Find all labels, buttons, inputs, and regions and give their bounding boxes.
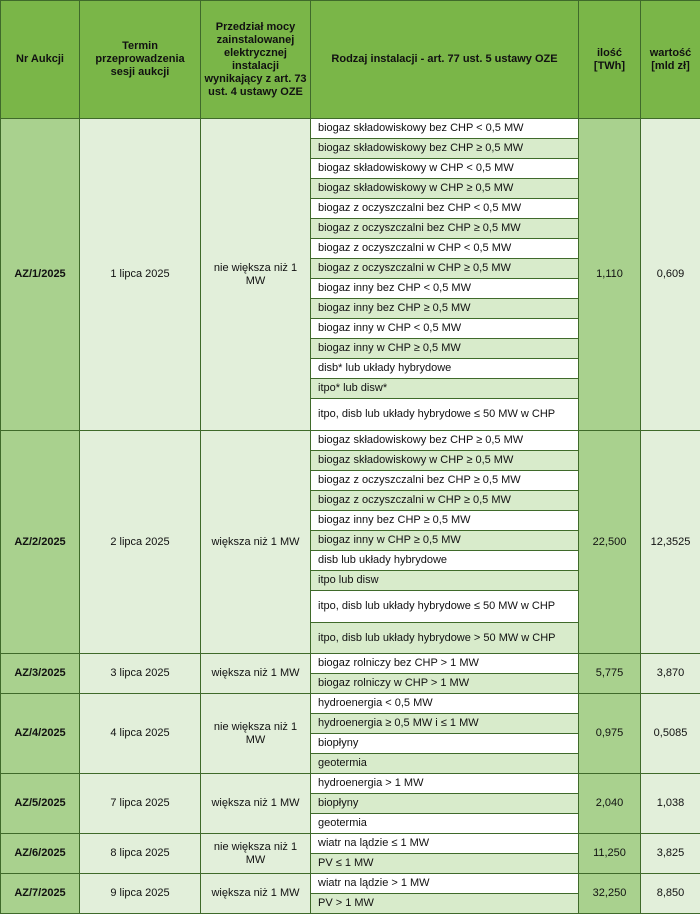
installation-type: hydroenergia > 1 MW (311, 774, 579, 794)
amount-value: 0,609 (641, 119, 700, 431)
amount-value: 0,5085 (641, 694, 700, 774)
installation-type: wiatr na lądzie > 1 MW (311, 874, 579, 894)
amount-value: 3,825 (641, 834, 700, 874)
auction-date: 4 lipca 2025 (80, 694, 201, 774)
amount-value: 1,038 (641, 774, 700, 834)
power-range: nie większa niż 1 MW (201, 694, 311, 774)
installation-type: hydroenergia ≥ 0,5 MW i ≤ 1 MW (311, 714, 579, 734)
table-row (1, 874, 700, 894)
installation-type: disb* lub układy hybrydowe (311, 359, 579, 379)
installation-type: itpo, disb lub układy hybrydowe > 50 MW w CHP (311, 623, 579, 654)
volume-value: 1,110 (579, 119, 641, 431)
header-termin: Termin przeprowadzenia sesji aukcji (80, 1, 201, 119)
installation-type: biogaz z oczyszczalni w CHP ≥ 0,5 MW (311, 259, 579, 279)
installation-type: PV ≤ 1 MW (311, 854, 579, 874)
header-rodzaj: Rodzaj instalacji - art. 77 ust. 5 ustawy OZE (311, 1, 579, 119)
installation-type: biogaz rolniczy bez CHP > 1 MW (311, 654, 579, 674)
auction-number: AZ/4/2025 (1, 694, 80, 774)
amount-value: 12,3525 (641, 431, 700, 654)
amount-value: 8,850 (641, 874, 700, 914)
volume-value: 2,040 (579, 774, 641, 834)
installation-type: itpo* lub disw* (311, 379, 579, 399)
volume-value: 22,500 (579, 431, 641, 654)
installation-type: biopłyny (311, 734, 579, 754)
table-row (1, 654, 700, 674)
table-row (1, 119, 700, 139)
installation-type: biogaz z oczyszczalni w CHP < 0,5 MW (311, 239, 579, 259)
table-row (1, 694, 700, 714)
header-row (1, 1, 700, 119)
installation-type: biogaz z oczyszczalni bez CHP < 0,5 MW (311, 199, 579, 219)
installation-type: biogaz składowiskowy w CHP ≥ 0,5 MW (311, 451, 579, 471)
installation-type: biogaz składowiskowy w CHP ≥ 0,5 MW (311, 179, 579, 199)
installation-type: biogaz z oczyszczalni bez CHP ≥ 0,5 MW (311, 219, 579, 239)
installation-type: itpo, disb lub układy hybrydowe ≤ 50 MW w CHP (311, 591, 579, 623)
volume-value: 32,250 (579, 874, 641, 914)
installation-type: disb lub układy hybrydowe (311, 551, 579, 571)
installation-type: biogaz składowiskowy w CHP < 0,5 MW (311, 159, 579, 179)
auction-number: AZ/2/2025 (1, 431, 80, 654)
power-range: nie większa niż 1 MW (201, 119, 311, 431)
installation-type: biogaz inny bez CHP ≥ 0,5 MW (311, 511, 579, 531)
installation-type: biogaz z oczyszczalni w CHP ≥ 0,5 MW (311, 491, 579, 511)
installation-type: hydroenergia < 0,5 MW (311, 694, 579, 714)
power-range: większa niż 1 MW (201, 431, 311, 654)
auction-date: 8 lipca 2025 (80, 834, 201, 874)
table-row (1, 431, 700, 451)
volume-value: 5,775 (579, 654, 641, 694)
auction-number: AZ/1/2025 (1, 119, 80, 431)
installation-type: biogaz składowiskowy bez CHP < 0,5 MW (311, 119, 579, 139)
auction-number: AZ/5/2025 (1, 774, 80, 834)
installation-type: PV > 1 MW (311, 894, 579, 914)
power-range: nie większa niż 1 MW (201, 834, 311, 874)
installation-type: biogaz inny bez CHP < 0,5 MW (311, 279, 579, 299)
auction-number: AZ/3/2025 (1, 654, 80, 694)
volume-value: 11,250 (579, 834, 641, 874)
table-row (1, 834, 700, 854)
auction-number: AZ/6/2025 (1, 834, 80, 874)
installation-type: biogaz inny bez CHP ≥ 0,5 MW (311, 299, 579, 319)
installation-type: biogaz inny w CHP ≥ 0,5 MW (311, 339, 579, 359)
installation-type: geotermia (311, 754, 579, 774)
installation-type: itpo lub disw (311, 571, 579, 591)
power-range: większa niż 1 MW (201, 774, 311, 834)
installation-type: biogaz z oczyszczalni bez CHP ≥ 0,5 MW (311, 471, 579, 491)
power-range: większa niż 1 MW (201, 654, 311, 694)
auction-date: 7 lipca 2025 (80, 774, 201, 834)
installation-type: biogaz składowiskowy bez CHP ≥ 0,5 MW (311, 139, 579, 159)
installation-type: wiatr na lądzie ≤ 1 MW (311, 834, 579, 854)
auction-number: AZ/7/2025 (1, 874, 80, 914)
header-nr: Nr Aukcji (1, 1, 80, 119)
installation-type: geotermia (311, 814, 579, 834)
auction-date: 3 lipca 2025 (80, 654, 201, 694)
installation-type: biogaz składowiskowy bez CHP ≥ 0,5 MW (311, 431, 579, 451)
installation-type: biopłyny (311, 794, 579, 814)
header-ilosc: ilość [TWh] (579, 1, 641, 119)
installation-type: itpo, disb lub układy hybrydowe ≤ 50 MW w CHP (311, 399, 579, 431)
table-row (1, 774, 700, 794)
amount-value: 3,870 (641, 654, 700, 694)
volume-value: 0,975 (579, 694, 641, 774)
header-przedzial: Przedział mocy zainstalowanej elektrycznej instalacji wynikający z art. 73 ust. 4 ustawy OZE (201, 1, 311, 119)
installation-type: biogaz rolniczy w CHP > 1 MW (311, 674, 579, 694)
installation-type: biogaz inny w CHP < 0,5 MW (311, 319, 579, 339)
auction-date: 2 lipca 2025 (80, 431, 201, 654)
auction-date: 1 lipca 2025 (80, 119, 201, 431)
installation-type: biogaz inny w CHP ≥ 0,5 MW (311, 531, 579, 551)
header-wartosc: wartość [mld zł] (641, 1, 700, 119)
auction-date: 9 lipca 2025 (80, 874, 201, 914)
power-range: większa niż 1 MW (201, 874, 311, 914)
